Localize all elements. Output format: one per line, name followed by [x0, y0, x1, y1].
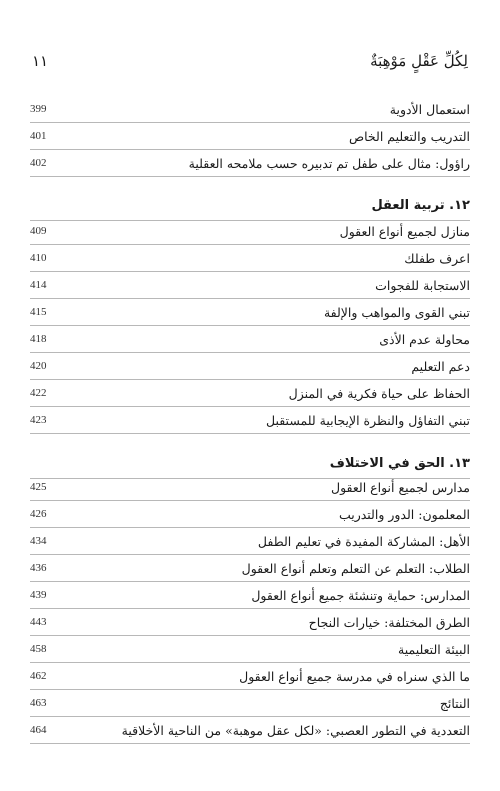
toc-page-number: 425: [30, 481, 47, 493]
toc-entry[interactable]: [30, 150, 470, 177]
toc-title: منازل لجميع أنواع العقول: [339, 223, 470, 239]
toc-page-number: 434: [30, 535, 47, 547]
toc-entry[interactable]: [30, 272, 470, 299]
toc-title: محاولة عدم الأذى: [379, 331, 470, 347]
toc-title: مدارس لجميع أنواع العقول: [331, 479, 470, 495]
toc-entry[interactable]: [30, 555, 470, 582]
toc-page-number: 463: [30, 697, 47, 709]
toc-page-number: 415: [30, 306, 47, 318]
toc-page-number: 414: [30, 279, 47, 291]
toc-section-chapter11-end: [30, 96, 470, 177]
toc-title: الطرق المختلفة: خيارات النجاح: [308, 614, 470, 630]
toc-title: البيئة التعليمية: [398, 641, 470, 657]
toc-page-number: 401: [30, 130, 47, 142]
toc-title: الطلاب: التعلم عن التعلم وتعلم أنواع العقول: [241, 560, 470, 576]
toc-title: تبني القوى والمواهب والإلفة: [323, 304, 470, 320]
toc-entry[interactable]: [30, 528, 470, 555]
toc-page-number: 418: [30, 333, 47, 345]
toc-page-number: 439: [30, 589, 47, 601]
toc-title: تبني التفاؤل والنظرة الإيجابية للمستقبل: [266, 412, 470, 428]
chapter-title: ١٣. الحق في الاختلاف: [329, 456, 470, 471]
toc-page-number: 443: [30, 616, 47, 628]
chapter-heading-12[interactable]: [30, 198, 470, 213]
chapter-title: ١٢. تربية العقل: [371, 198, 470, 213]
toc-page-number: 409: [30, 225, 47, 237]
toc-page-number: 464: [30, 724, 47, 736]
toc-page-number: 426: [30, 508, 47, 520]
toc-entry[interactable]: [30, 717, 470, 744]
toc-entry[interactable]: [30, 636, 470, 663]
toc-entry[interactable]: [30, 582, 470, 609]
toc-title: المدارس: حماية وتنشئة جميع أنواع العقول: [251, 587, 470, 603]
page-number: ١١: [32, 52, 49, 70]
toc-entry[interactable]: [30, 380, 470, 407]
toc-title: التدريب والتعليم الخاص: [349, 128, 470, 144]
toc-entry[interactable]: [30, 123, 470, 150]
toc-page-number: 399: [30, 103, 47, 115]
chapter-heading-13[interactable]: [30, 456, 470, 471]
toc-title: المعلمون: الدور والتدريب: [338, 506, 470, 522]
toc-title: ما الذي سنراه في مدرسة جميع أنواع العقول: [239, 668, 470, 684]
toc-title: النتائج: [439, 695, 470, 711]
toc-entry[interactable]: [30, 326, 470, 353]
toc-title: الاستجابة للفجوات: [375, 277, 470, 293]
toc-entry[interactable]: [30, 407, 470, 434]
toc-page-number: 462: [30, 670, 47, 682]
toc-title: الحفاظ على حياة فكرية في المنزل: [288, 385, 470, 401]
running-title: لِكُلِّ عَقْلٍ مَوْهِبَةٌ: [370, 52, 468, 70]
page-header: [32, 48, 468, 74]
toc-page-number: 436: [30, 562, 47, 574]
toc-page-number: 458: [30, 643, 47, 655]
toc-title: التعددية في التطور العصبي: «لكل عقل موهبة» من الناحية الأخلاقية: [121, 722, 470, 738]
toc-page-number: 410: [30, 252, 47, 264]
toc-title: دعم التعليم: [411, 358, 470, 374]
toc-entry[interactable]: [30, 299, 470, 326]
toc-entry[interactable]: [30, 663, 470, 690]
toc-page-number: 422: [30, 387, 47, 399]
toc-entry[interactable]: [30, 353, 470, 380]
toc-entry[interactable]: [30, 609, 470, 636]
toc-entry[interactable]: [30, 218, 470, 245]
toc-title: راؤول: مثال على طفل تم تدبيره حسب ملامحه العقلية: [188, 155, 470, 171]
toc-section-chapter12: [30, 218, 470, 434]
toc-entry[interactable]: [30, 690, 470, 717]
toc-entry[interactable]: [30, 501, 470, 528]
toc-section-chapter13: [30, 474, 470, 744]
toc-entry[interactable]: [30, 96, 470, 123]
toc-entry[interactable]: [30, 474, 470, 501]
toc-title: اعرف طفلك: [404, 250, 470, 266]
toc-title: الأهل: المشاركة المفيدة في تعليم الطفل: [257, 533, 470, 549]
toc-page-number: 402: [30, 157, 47, 169]
toc-page-number: 423: [30, 414, 47, 426]
toc-title: استعمال الأدوية: [389, 101, 470, 117]
toc-page-number: 420: [30, 360, 47, 372]
toc-entry[interactable]: [30, 245, 470, 272]
